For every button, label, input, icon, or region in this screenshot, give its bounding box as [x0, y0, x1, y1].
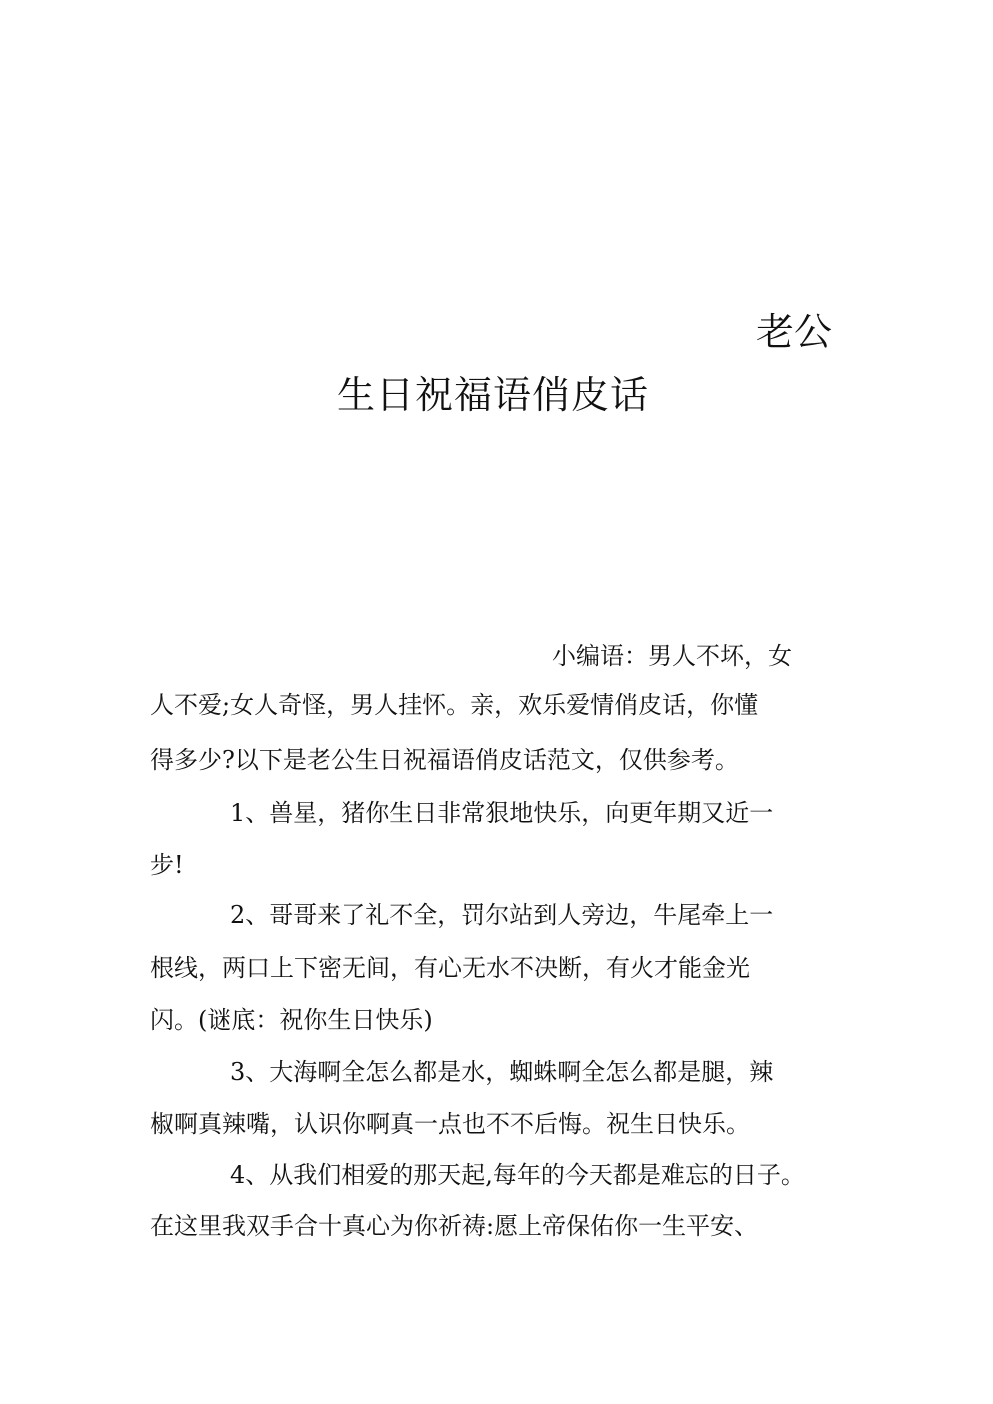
intro-line-2: 人不爱;女人奇怪，男人挂怀。亲，欢乐爱情俏皮话，你懂	[150, 691, 759, 719]
document-title-line-2: 生日祝福语俏皮话	[337, 373, 650, 417]
item-2-line-3: 闪。(谜底：祝你生日快乐)	[150, 1006, 433, 1034]
item-2-line-1: 2、哥哥来了礼不全，罚尔站到人旁边，牛尾牵上一	[230, 901, 774, 929]
item-1-line-1: 1、兽星，猪你生日非常狠地快乐，向更年期又近一	[230, 799, 774, 827]
item-2-line-2: 根线，两口上下密无间，有心无水不决断，有火才能金光	[150, 954, 750, 982]
item-3-line-2: 椒啊真辣嘴，认识你啊真一点也不不后悔。祝生日快乐。	[150, 1110, 750, 1138]
item-4-line-1: 4、从我们相爱的那天起,每年的今天都是难忘的日子。	[230, 1161, 805, 1189]
intro-line-1: 小编语：男人不坏，女	[552, 642, 792, 670]
document-title-line-1: 老公	[756, 310, 833, 354]
intro-line-3: 得多少?以下是老公生日祝福语俏皮话范文，仅供参考。	[150, 746, 739, 774]
item-4-line-2: 在这里我双手合十真心为你祈祷:愿上帝保佑你一生平安、	[150, 1212, 759, 1240]
item-3-line-1: 3、大海啊全怎么都是水，蜘蛛啊全怎么都是腿，辣	[230, 1058, 774, 1086]
item-1-line-2: 步!	[150, 851, 184, 879]
